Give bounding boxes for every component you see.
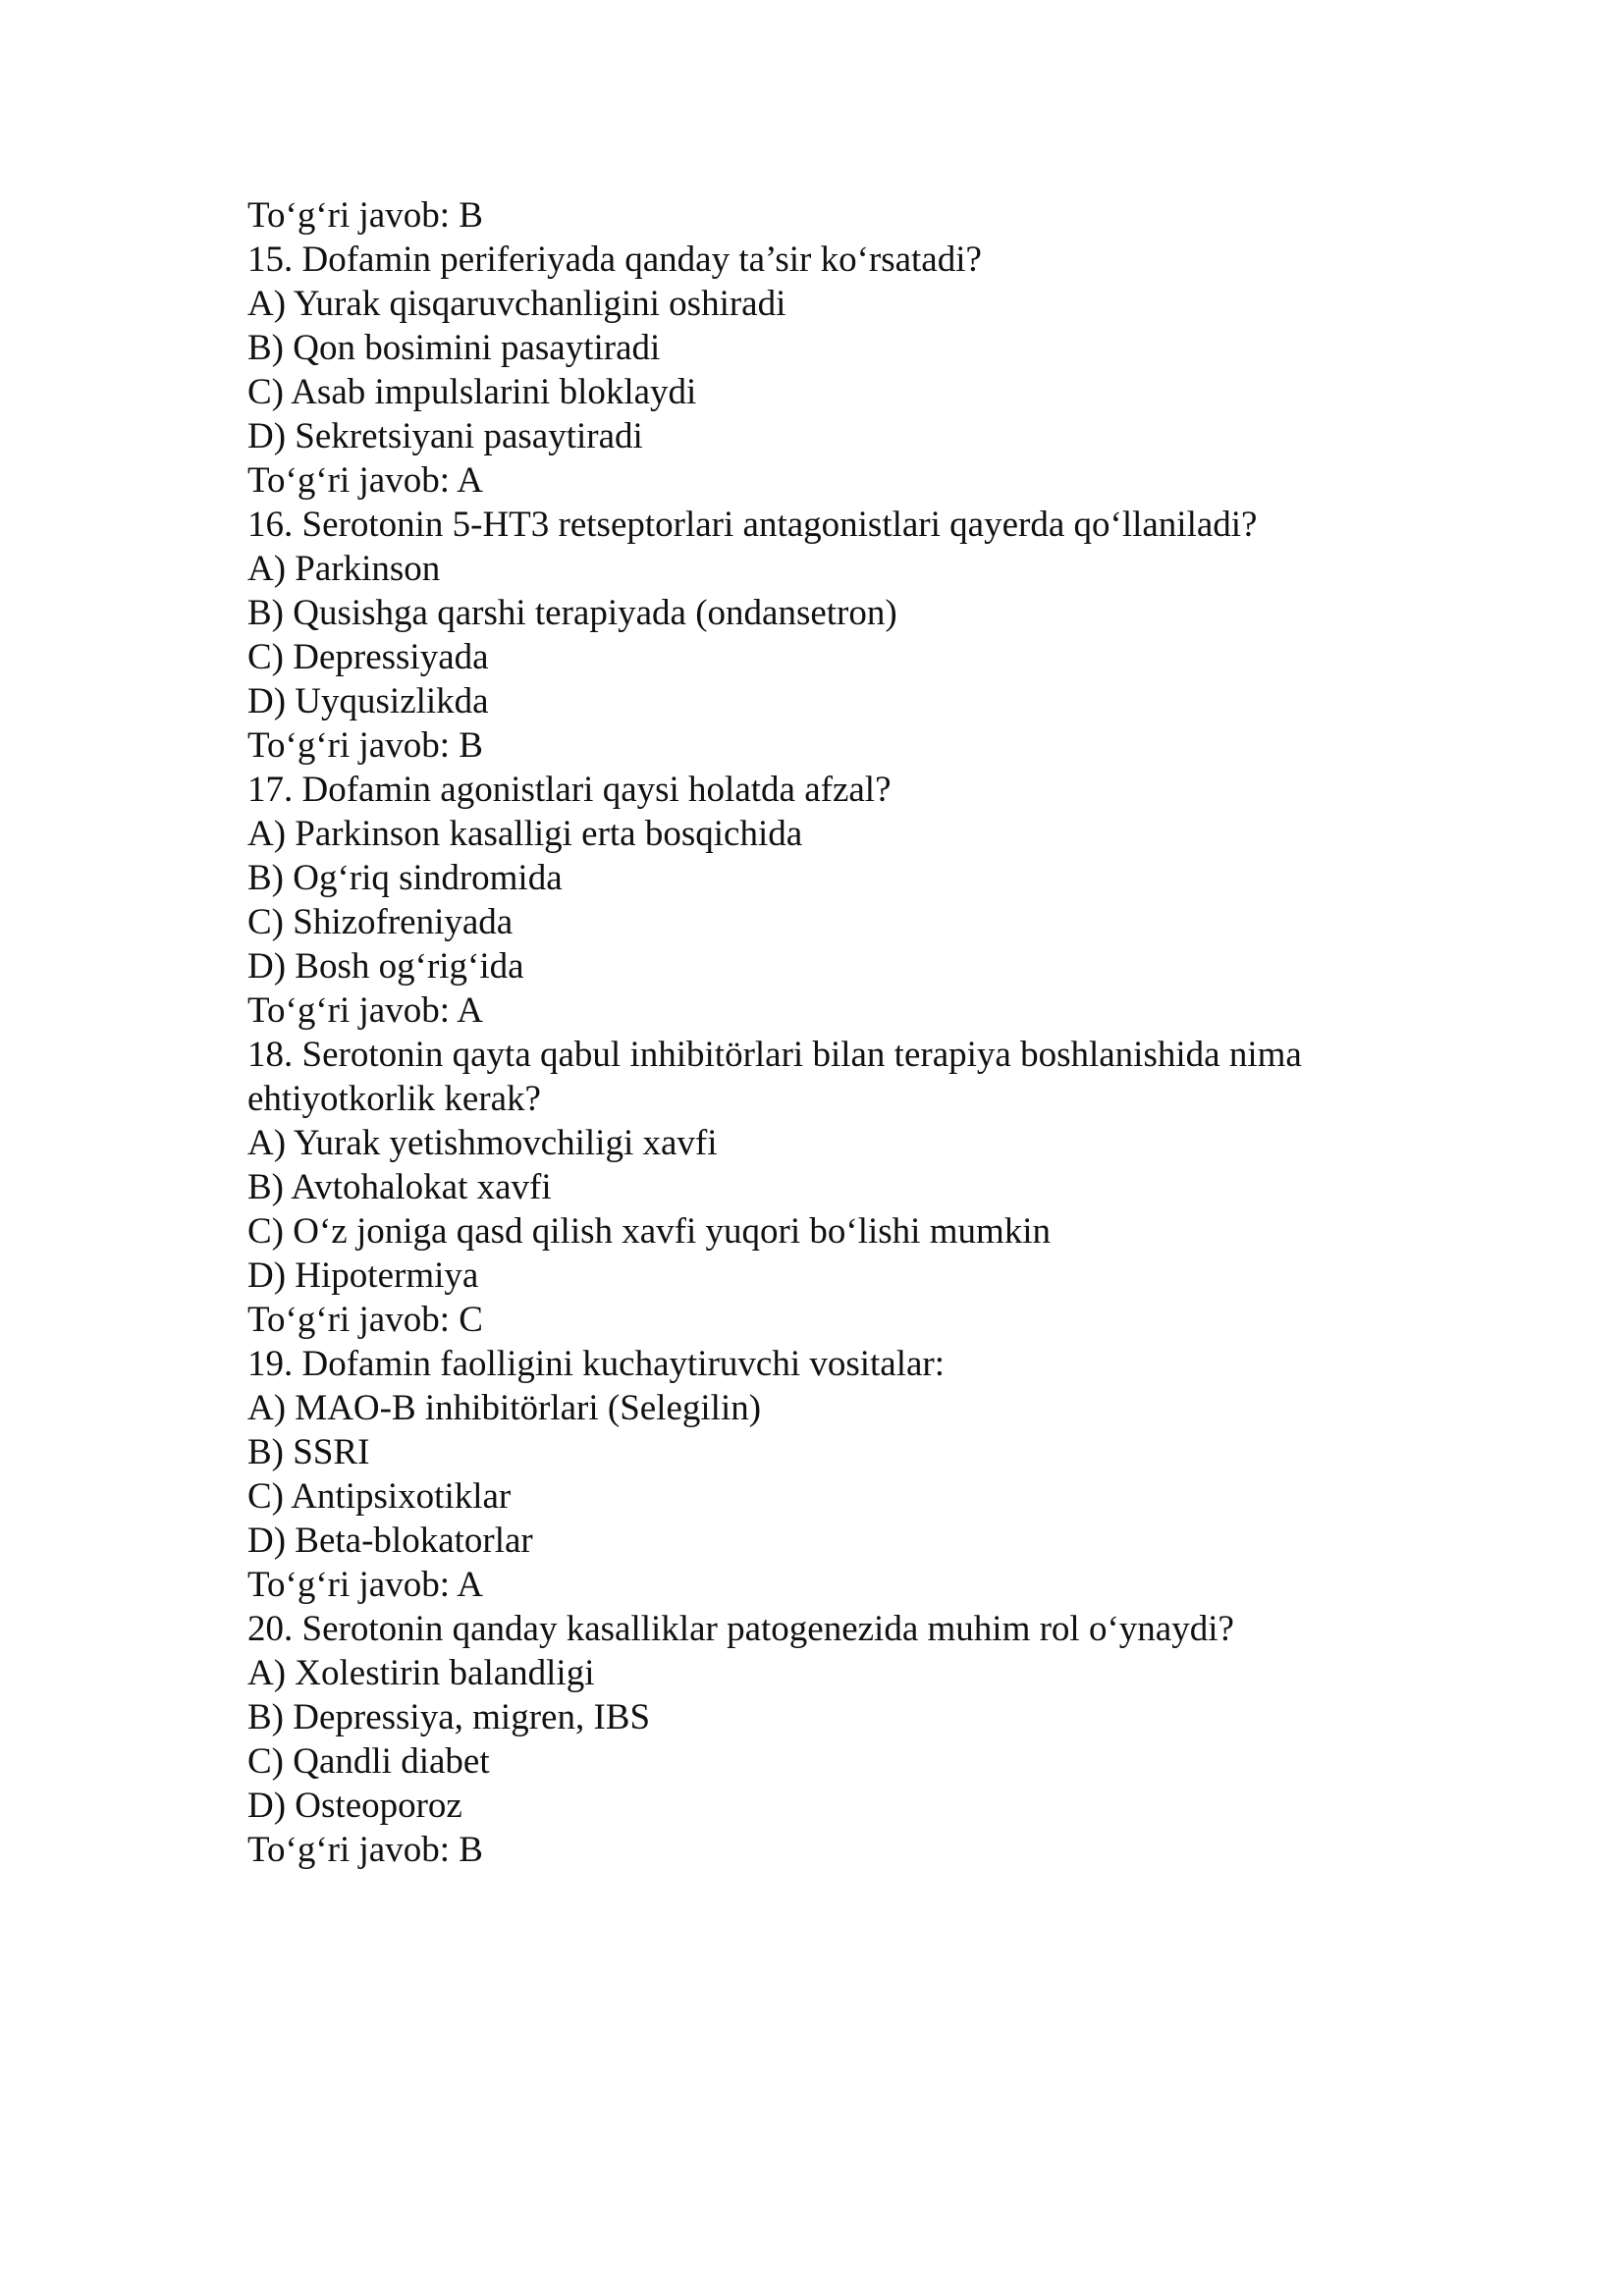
option-d: D) Beta-blokatorlar [247, 1521, 533, 1561]
question-text: 20. Serotonin qanday kasalliklar patogenezida muhim rol o‘ynaydi? [247, 1609, 1234, 1649]
option-a: A) Yurak qisqaruvchanligini oshiradi [247, 284, 786, 324]
option-c: C) Shizofreniyada [247, 902, 514, 942]
option-d: D) Sekretsiyani pasaytiradi [247, 416, 643, 456]
option-a: A) Parkinson [247, 549, 441, 589]
question-text: 18. Serotonin qayta qabul inhibitörlari bilan terapiya boshlanishida nima ehtiyotkorlik kerak? [247, 1035, 1312, 1119]
option-c: C) O‘z joniga qasd qilish xavfi yuqori bo‘lishi mumkin [247, 1211, 1052, 1252]
answer-line: To‘g‘ri javob: C [247, 1300, 483, 1340]
question-text: 19. Dofamin faolligini kuchaytiruvchi vositalar: [247, 1344, 946, 1384]
option-c: C) Qandli diabet [247, 1741, 490, 1782]
option-c: C) Asab impulslarini bloklaydi [247, 372, 697, 412]
option-a: A) Yurak yetishmovchiligi xavfi [247, 1123, 718, 1163]
option-b: B) SSRI [247, 1432, 370, 1472]
question-block-15 [247, 238, 1475, 503]
answer-line: To‘g‘ri javob: B [247, 1830, 483, 1870]
option-c: C) Depressiyada [247, 637, 489, 677]
option-d: D) Uyqusizlikda [247, 681, 489, 721]
answer-line: To‘g‘ri javob: A [247, 1565, 483, 1605]
option-d: D) Osteoporoz [247, 1786, 462, 1826]
option-d: D) Bosh og‘rig‘ida [247, 946, 524, 987]
question-block-18 [247, 1033, 1475, 1342]
question-text: 16. Serotonin 5-HT3 retseptorlari antagonistlari qayerda qo‘llaniladi? [247, 505, 1258, 545]
option-b: B) Qon bosimini pasaytiradi [247, 328, 661, 368]
option-b: B) Og‘riq sindromida [247, 858, 563, 898]
option-b: B) Qusishga qarshi terapiyada (ondansetron) [247, 593, 897, 633]
answer-line: To‘g‘ri javob: A [247, 460, 483, 501]
answer-line: To‘g‘ri javob: A [247, 990, 483, 1031]
option-a: A) Xolestirin balandligi [247, 1653, 595, 1693]
question-block-17 [247, 768, 1475, 1033]
option-a: A) MAO-B inhibitörlari (Selegilin) [247, 1388, 762, 1428]
option-b: B) Avtohalokat xavfi [247, 1167, 552, 1207]
document-page [247, 193, 1475, 1872]
answer-line: To‘g‘ri javob: B [247, 195, 483, 236]
question-text: 15. Dofamin periferiyada qanday ta’sir ko‘rsatadi? [247, 240, 982, 280]
option-c: C) Antipsixotiklar [247, 1476, 512, 1517]
question-block-16 [247, 503, 1475, 768]
question-text: 17. Dofamin agonistlari qaysi holatda afzal? [247, 770, 892, 810]
answer-line: To‘g‘ri javob: B [247, 725, 483, 766]
option-a: A) Parkinson kasalligi erta bosqichida [247, 814, 803, 854]
question-block-20 [247, 1607, 1475, 1872]
option-b: B) Depressiya, migren, IBS [247, 1697, 651, 1737]
question-block-19 [247, 1342, 1475, 1607]
option-d: D) Hipotermiya [247, 1255, 479, 1296]
